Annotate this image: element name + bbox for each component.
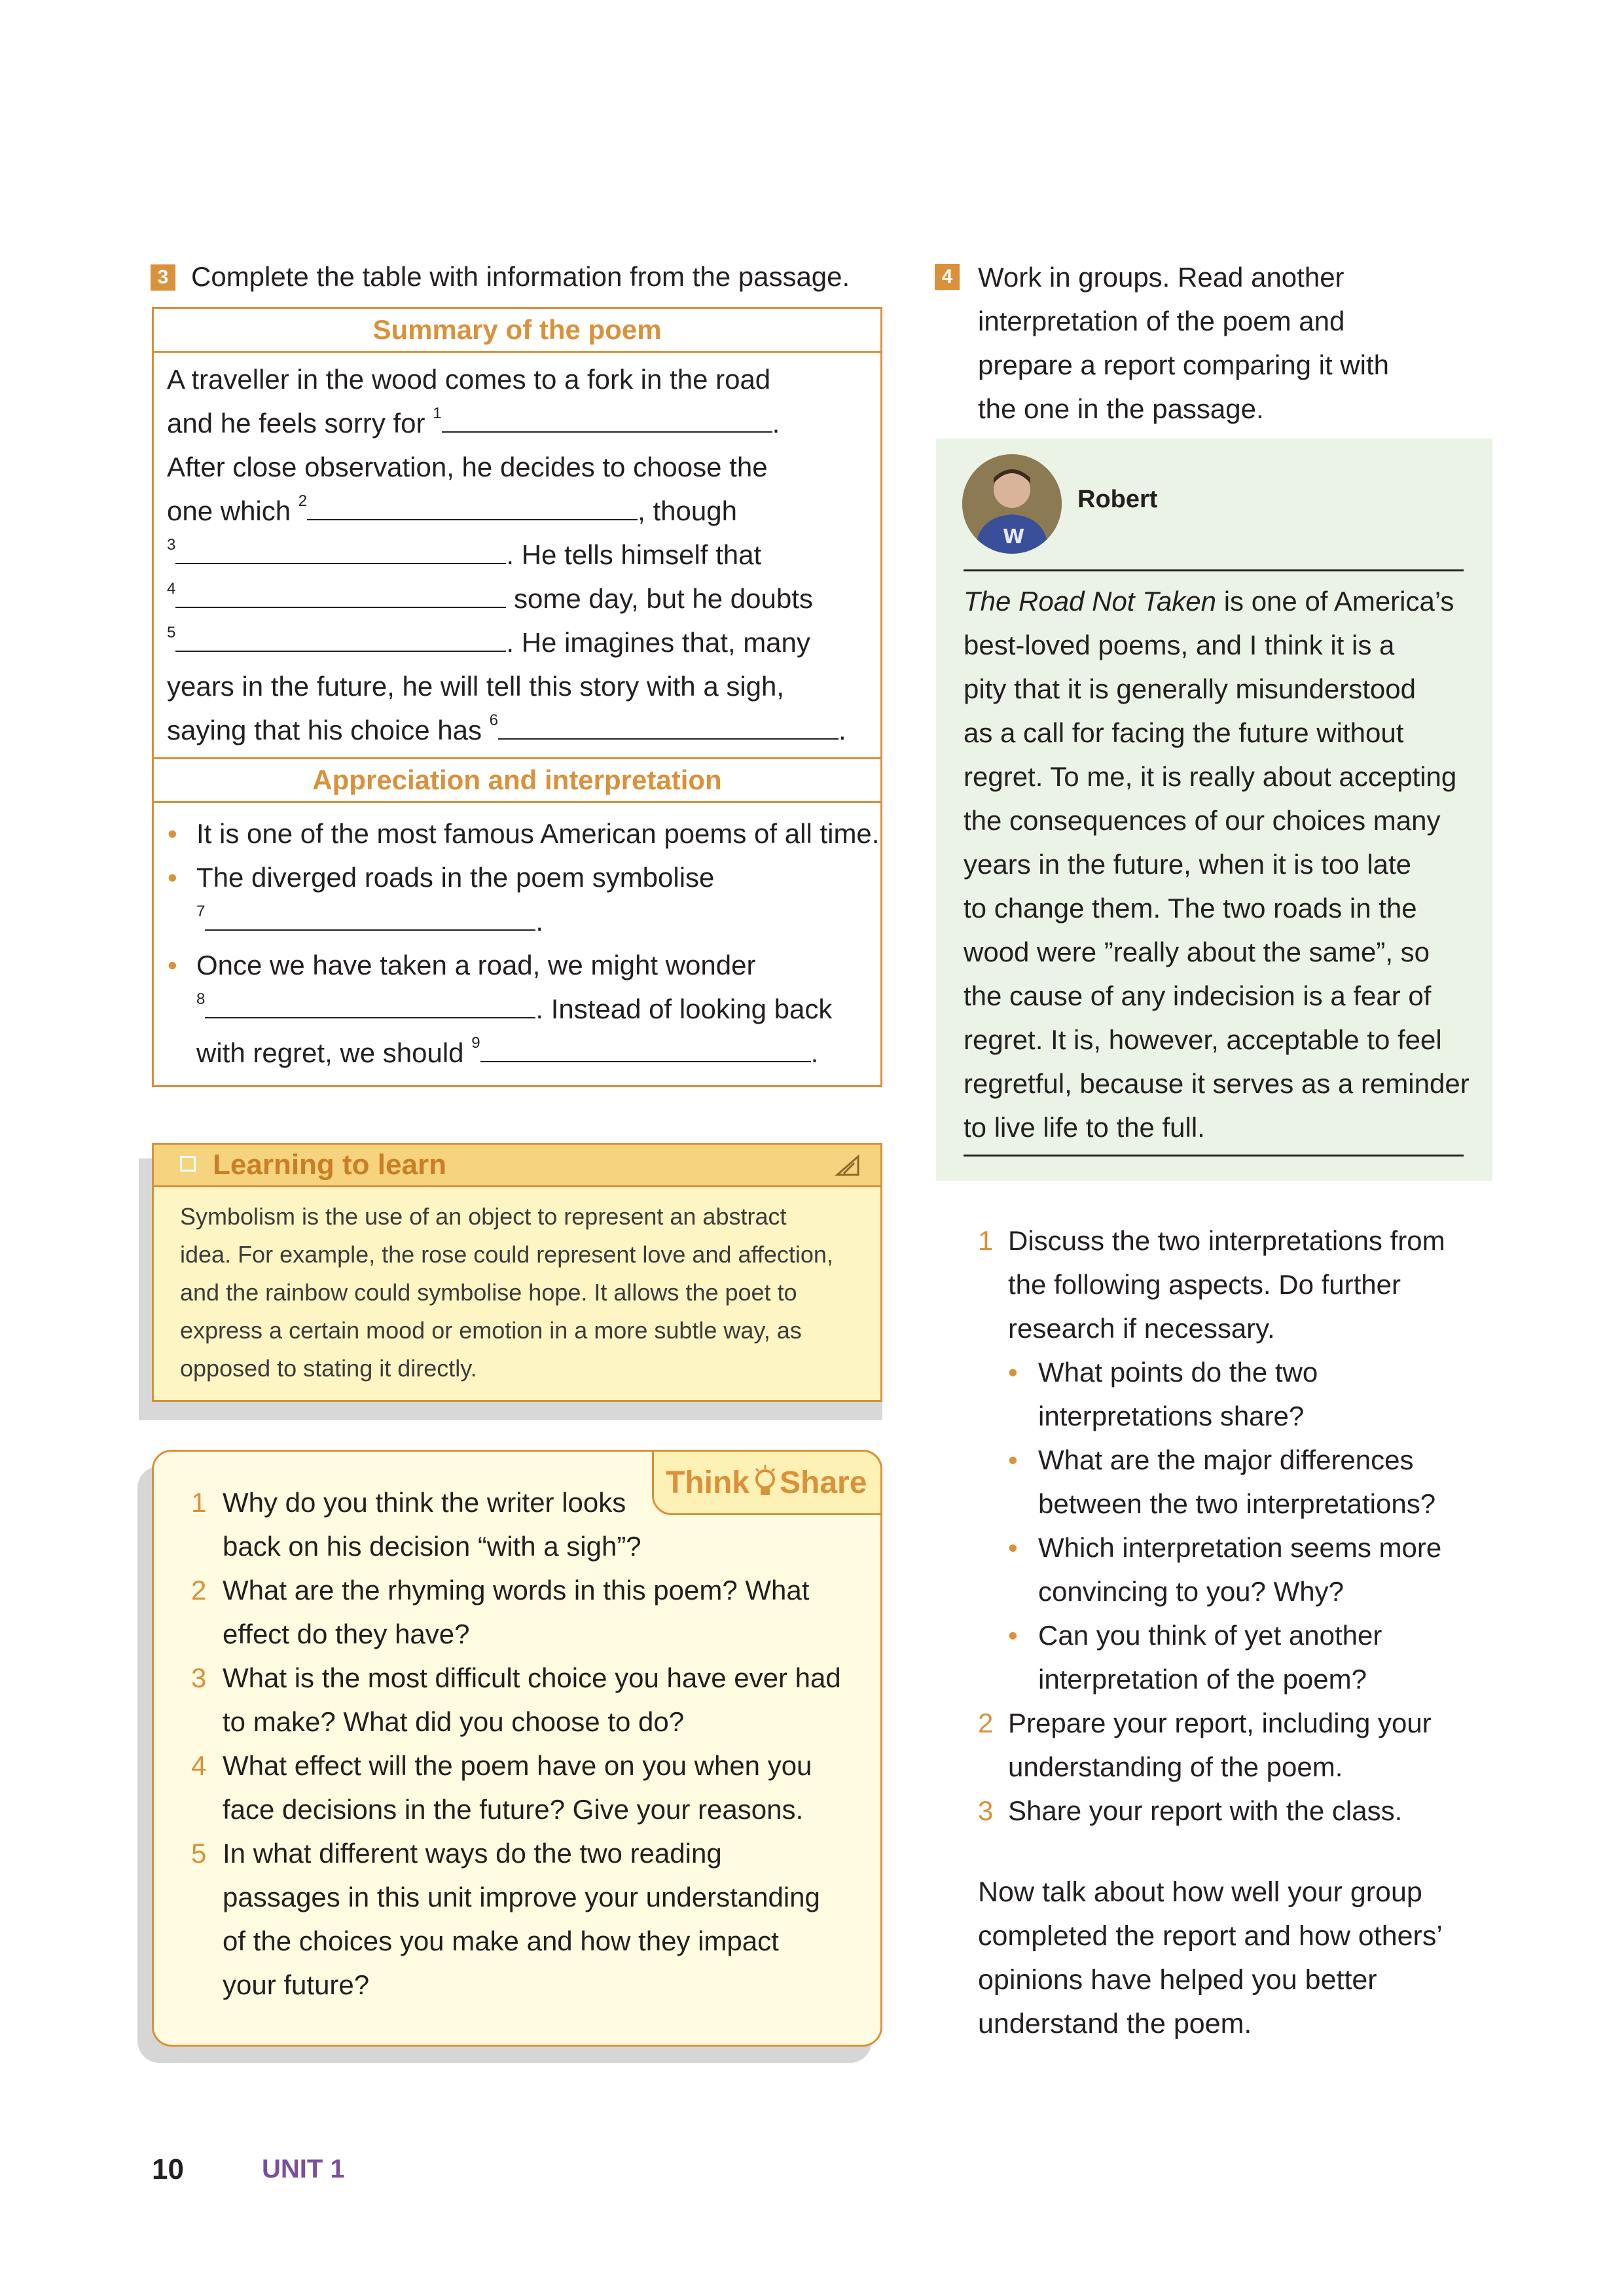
learning-box [152,1143,882,1402]
blank-6[interactable] [498,712,839,740]
think-share-questions [191,1480,872,2007]
quote-line: the cause of any indecision is a fear of [964,980,1432,1011]
question-item: 5 In what different ways do the two reading passages in this unit improve your understanding of the choices you make and how they impact your future? [191,1838,820,2000]
page-number: 10 [152,2153,184,2185]
appreciation-item: $^7$ . [196,903,544,937]
table-divider [152,351,882,353]
checkbox-icon [180,1156,196,1172]
learning-line: Symbolism is the use of an object to represent an abstract [180,1203,787,1230]
task3-heading [151,255,884,298]
summary-line: one which $^2$ , though [167,492,737,526]
blank-1[interactable] [442,405,772,433]
share-label: Share [780,1465,867,1500]
unit-label: UNIT 1 [262,2155,345,2183]
sub-bullet: • What points do the two interpretations share? [1008,1357,1318,1431]
quote-line: pity that it is generally misunderstood [964,673,1416,704]
quote-line: regretful, because it serves as a reminder [964,1068,1470,1099]
learning-title: Learning to learn [213,1149,446,1181]
quote-rule-bottom [964,1155,1464,1157]
task4-title: Work in groups. Read another interpretation of the poem and prepare a report comparing it with the one in the passage. [978,262,1389,424]
reflection-text: Now talk about how well your group completed the report and how others’ opinions have helped you better understand the poem. [978,1876,1443,2039]
svg-text:W: W [1003,526,1025,548]
quote-line: wood were ”really about the same”, so [964,937,1430,967]
author-name: Robert [1077,486,1158,513]
question-item: 1 Why do you think the writer looks back on his decision “with a sigh”? [191,1487,641,1562]
blank-4[interactable] [175,581,506,608]
blank-2[interactable] [307,493,638,520]
step-item: 1 Discuss the two interpretations from the following aspects. Do further research if necessary. • What points do the two interpretations share? • What are the major differences between the two interpretations? • Which interpretation seems more convincing to you? Why? • Can you think of yet another interpretation of the poem? [978,1219,1502,1701]
summary-line: and he feels sorry for $^1$ . [167,404,780,439]
quote-line: the consequences of our choices many [964,805,1441,836]
table-divider [152,801,882,803]
summary-line: After close observation, he decides to choose the [167,452,768,482]
summary-heading: Summary of the poem [372,314,662,345]
learning-line: opposed to stating it directly. [180,1355,477,1382]
learning-text [154,1187,880,1388]
learning-line: idea. For example, the rose could represent love and affection, [180,1241,833,1268]
blank-3[interactable] [175,537,506,564]
step-item: 3 Share your report with the class. [978,1795,1403,1826]
appreciation-item: • Once we have taken a road, we might wonder [196,943,877,987]
blank-5[interactable] [175,624,506,652]
pencil-corner-icon [835,1154,861,1177]
blank-8[interactable] [205,991,535,1018]
appreciation-list [196,812,880,1075]
task4-number-badge: 4 [935,264,960,290]
sub-bullet: • Can you think of yet another interpretation of the poem? [1008,1620,1382,1695]
question-item: 2 What are the rhyming words in this poem? What effect do they have? [191,1575,810,1649]
quote-line: to change them. The two roads in the [964,893,1417,924]
learning-header [154,1145,880,1187]
appreciation-item: • It is one of the most famous American poems of all time. [196,812,877,855]
quote-line: best-loved poems, and I think it is a [964,630,1395,660]
task3-title: Complete the table with information from the passage. [191,261,850,292]
sub-bullet: • What are the major differences between the two interpretations? [1008,1444,1436,1519]
summary-text [167,357,874,752]
appreciation-item: $^8$ . Instead of looking back [196,990,833,1024]
quote-line: years in the future, when it is too late [964,849,1412,880]
question-item: 4 What effect will the poem have on you when you face decisions in the future? Give your reasons. [191,1750,812,1825]
sub-bullet: • Which interpretation seems more convincing to you? Why? [1008,1532,1442,1607]
appreciation-item: with regret, we should $^9$ . [196,1034,819,1068]
summary-line: years in the future, he will tell this story with a sigh, [167,671,785,702]
quote-line: to live life to the full. [964,1112,1205,1143]
appreciation-heading: Appreciation and interpretation [312,764,722,795]
blank-7[interactable] [205,903,535,931]
task3-number-badge: 3 [151,264,175,291]
summary-line: A traveller in the wood comes to a fork in the road [167,364,771,395]
question-item: 3 What is the most difficult choice you have ever had to make? What did you choose to do? [191,1662,841,1737]
step-item: 2 Prepare your report, including your understanding of the poem. [978,1708,1432,1782]
learning-line: and the rainbow could symbolise hope. It allows the poet to [180,1279,797,1306]
summary-line: saying that his choice has $^6$ . [167,711,846,745]
quote-text [964,579,1487,1149]
quote-rule-top [964,569,1464,571]
quote-line: regret. It is, however, acceptable to feel [964,1024,1442,1055]
quote-line: The Road Not Taken is one of America’s [964,586,1454,617]
summary-line: $^5$ . He imagines that, many [167,624,810,658]
think-label: Think [666,1465,749,1500]
quote-line: regret. To me, it is really about accepting [964,761,1457,792]
blank-9[interactable] [480,1035,811,1062]
avatar-photo [962,454,1062,554]
task4-steps [978,1219,1502,1833]
task4-heading [935,255,1524,431]
appreciation-item: • The diverged roads in the poem symbolise [196,855,877,899]
learning-line: express a certain mood or emotion in a more subtle way, as [180,1317,802,1344]
summary-line: $^4$ some day, but he doubts [167,580,813,614]
quote-line: as a call for facing the future without [964,717,1404,748]
summary-line: $^3$ . He tells himself that [167,536,762,570]
